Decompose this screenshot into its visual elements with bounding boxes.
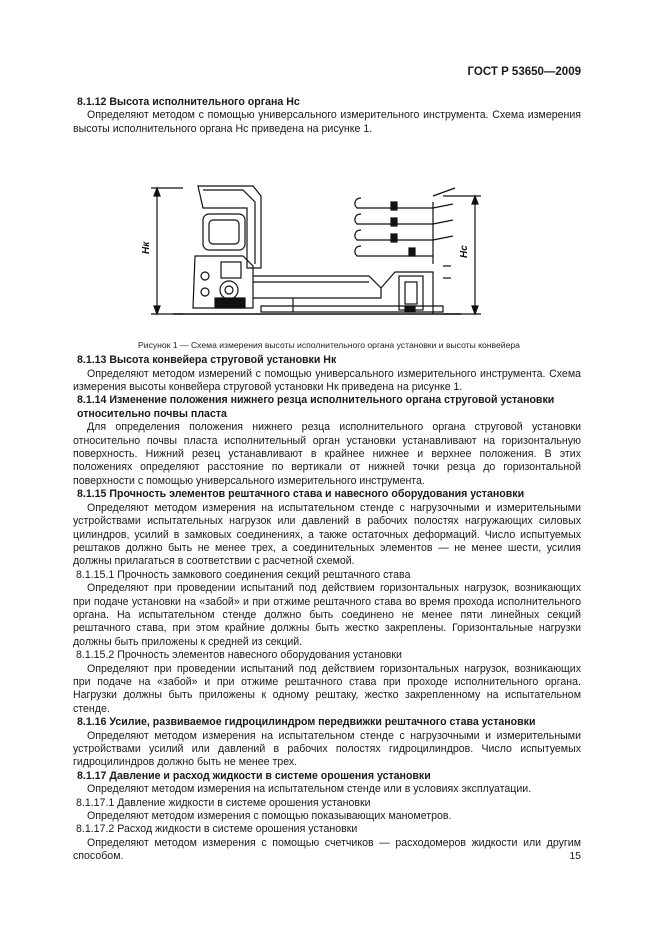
height-label-left: Нк xyxy=(141,241,152,255)
section-8-1-15-text: Определяют методом измерения на испытательном стенде с нагрузочными и измерительными устройствами испытательных нагрузок или давлений в рабочих полостях нагружающих силовых цилиндров, усилий в замковых соединениях, а также остаточных деформаций. Число испытуемых рештаков должно быть не менее трех, а соединительных элементов — не менее шести, усилия должны прилагаться в соответствии с расчетной схемой. xyxy=(73,501,581,568)
section-8-1-17-1-title: 8.1.17.1 Давление жидкости в системе орошения установки xyxy=(76,796,371,809)
height-label-right: Нс xyxy=(459,245,470,259)
section-8-1-14-title: 8.1.14 Изменение положения нижнего резца исполнительного органа струговой установки относительно почвы пласта xyxy=(77,394,555,420)
section-8-1-17-2-text: Определяют методом измерения с помощью счетчиков — расходомеров жидкости или другим способом. xyxy=(73,836,581,863)
section-8-1-16-text: Определяют методом измерения на испытательном стенде с нагрузочными и измерительными устройствами усилий или давлений в рабочих полостях гидроцилиндров. Число испытуемых гидроцилиндров должно быть не менее трех. xyxy=(73,729,581,769)
section-8-1-16-title: 8.1.16 Усилие, развиваемое гидроцилиндром передвижки рештачного става установки xyxy=(77,716,536,729)
section-8-1-12-title: 8.1.12 Высота исполнительного органа Нс xyxy=(77,96,300,108)
standard-header: ГОСТ Р 53650—2009 xyxy=(467,66,581,78)
section-8-1-17-1-text: Определяют методом измерения с помощью показывающих манометров. xyxy=(87,810,452,823)
section-8-1-15-title: 8.1.15 Прочность элементов рештачного става и навесного оборудования установки xyxy=(77,488,525,501)
figure-1-caption: Рисунок 1 — Схема измерения высоты исполнительного органа установки и высоты конвейера xyxy=(138,340,520,351)
section-8-1-17-title: 8.1.17 Давление и расход жидкости в системе орошения установки xyxy=(77,769,431,782)
section-8-1-15-1-title: 8.1.15.1 Прочность замкового соединения секций рештачного става xyxy=(76,568,411,581)
section-8-1-15-2-title: 8.1.15.2 Прочность элементов навесного оборудования установки xyxy=(76,649,402,662)
page-number: 15 xyxy=(569,850,581,862)
section-8-1-13-text: Определяют методом измерений с помощью универсального измерительного инструмента. Схема измерения высоты конвейера струговой установки Нк приведена на рисунке 1. xyxy=(73,367,581,394)
section-8-1-15-1-text: Определяют при проведении испытаний под действием горизонтальных нагрузок, возникающих при подаче установки на «забой» и при отжиме рештачного става во время прохода исполнительного органа. На испытательном стенде должно быть соединено не менее пяти линейных секций рештачного става, при этом крайние должны быть жестко закреплены. Горизонтальные нагрузки должны быть приложены к средней из секций. xyxy=(73,582,581,648)
figure-1 xyxy=(73,140,581,351)
section-8-1-15-2-text: Определяют при проведении испытаний под действием горизонтальных нагрузок, возникающих при подаче на «забой» и при отжиме рештачного става при проходе исполнительного органа. Нагрузки должны быть приложены к одному рештаку, жестко закрепленному на испытательном стенде. xyxy=(73,662,581,715)
conveyor-schematic-drawing xyxy=(143,148,523,318)
section-8-1-14-text: Для определения положения нижнего резца исполнительного органа струговой установки относительно почвы пласта исполнительный орган установки устанавливают на горизонтальную поверхность. Нижний резец устанавливают в крайнее нижнее и верхнее положения. В этих положениях определяют расстояние по вертикали от нижней точки резца до горизонтальной поверхности с помощью универсального измерительного инструмента. xyxy=(73,421,581,487)
section-8-1-12-text: Определяют методом с помощью универсального измерительного инструмента. Схема измерения высоты исполнительного органа Нс приведена на рисунке 1. xyxy=(73,109,581,135)
section-8-1-13-title: 8.1.13 Высота конвейера струговой установки Нк xyxy=(77,354,337,367)
section-8-1-17-2-title: 8.1.17.2 Расход жидкости в системе орошения установки xyxy=(76,823,358,836)
page-content xyxy=(73,96,581,864)
section-8-1-17-text: Определяют методом измерения на испытательном стенде или в условиях эксплуатации. xyxy=(87,783,532,796)
